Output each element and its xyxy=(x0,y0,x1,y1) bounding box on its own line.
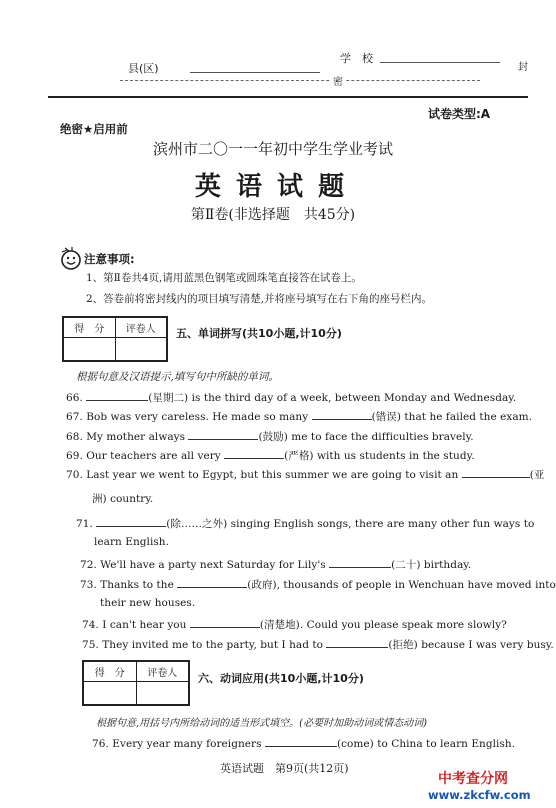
answer-blank[interactable] xyxy=(329,556,391,568)
q-text: their new houses. xyxy=(100,597,196,609)
q-number: 70. xyxy=(66,469,83,481)
notice-item-2: 2、答卷前将密封线内的项目填写清楚,并将座号填写在右下角的座号栏内。 xyxy=(86,293,433,305)
q-hint: (亚 xyxy=(529,469,545,481)
answer-blank[interactable] xyxy=(96,515,166,527)
answer-blank[interactable] xyxy=(177,576,247,588)
question-67 xyxy=(66,408,532,424)
question-70 xyxy=(66,466,544,482)
question-73 xyxy=(80,576,556,592)
grader-cell[interactable] xyxy=(115,338,167,361)
school-blank xyxy=(380,62,500,63)
question-68 xyxy=(66,428,474,444)
school-label: 学 校 xyxy=(340,52,373,65)
q-text: , thousands of people in Wenchuan have moved into xyxy=(276,579,556,591)
section5-title: 五、单词拼写(共10小题,计10分) xyxy=(176,327,342,340)
question-70-cont xyxy=(92,491,153,506)
question-71-cont xyxy=(94,536,169,548)
notice-item-1: 1、第Ⅱ卷共4页,请用蓝黑色钢笔或圆珠笔直接答在试卷上。 xyxy=(86,272,362,284)
q-text: I can't hear you xyxy=(102,619,190,631)
q-text: Bob was very careless. He made so many xyxy=(86,411,312,423)
county-blank xyxy=(190,72,320,73)
seal-char: 密 xyxy=(331,73,345,88)
score-header: 得 分 xyxy=(64,318,116,338)
answer-blank[interactable] xyxy=(188,428,258,440)
q-text: me to face the difficulties bravely. xyxy=(287,431,474,443)
seal-dashed-line xyxy=(120,80,480,81)
q-number: 68. xyxy=(66,431,83,443)
volume-title: 第Ⅱ卷(非选择题 共45分) xyxy=(190,207,356,223)
exam-name: 滨州市二〇一一年初中学生学业考试 xyxy=(152,140,393,158)
watermark-url: www.zkcfw.com xyxy=(428,788,531,802)
q-number: 67. xyxy=(66,411,83,423)
q-number: 73. xyxy=(80,579,97,591)
margin-char: 封 xyxy=(518,62,528,73)
score-cell[interactable] xyxy=(64,338,116,361)
score-box-1 xyxy=(62,316,168,362)
paper-type: 试卷类型:A xyxy=(428,107,491,121)
q-hint: (除……之外) xyxy=(166,518,228,530)
q-text: Thanks to the xyxy=(100,579,178,591)
county-label: 县(区) xyxy=(128,62,159,75)
answer-blank[interactable] xyxy=(462,466,530,478)
q-number: 69. xyxy=(66,450,83,462)
score-header: 得 分 xyxy=(84,662,137,682)
notice-icon xyxy=(58,247,84,271)
grader-header: 评卷人 xyxy=(115,318,167,338)
notice-title: 注意事项: xyxy=(84,252,135,266)
grader-header: 评卷人 xyxy=(136,662,189,682)
section5-instruction: 根据句意及汉语提示,填写句中所缺的单词。 xyxy=(76,371,279,383)
q-text: Last year we went to Egypt, but this summer we are going to visit an xyxy=(86,469,462,481)
q-number: 71. xyxy=(76,518,93,530)
q-text: is the third day of a week, between Monday and Wednesday. xyxy=(188,392,517,404)
secret-label: 绝密★启用前 xyxy=(60,122,128,136)
question-75 xyxy=(82,636,554,652)
section6-title: 六、动词应用(共10小题,计10分) xyxy=(198,672,364,685)
q-text: birthday. xyxy=(420,559,472,571)
q-hint: (星期二) xyxy=(148,392,189,404)
q-text: to China to learn English. xyxy=(373,738,516,750)
question-66 xyxy=(66,389,516,405)
answer-blank[interactable] xyxy=(312,408,372,420)
q-text: with us students in the study. xyxy=(313,450,475,462)
subject-title: 英 语 试 题 xyxy=(194,172,348,202)
answer-blank[interactable] xyxy=(326,636,388,648)
q-text: learn English. xyxy=(94,536,170,548)
answer-blank[interactable] xyxy=(265,735,337,747)
q-number: 66. xyxy=(66,392,83,404)
q-hint: (二十) xyxy=(391,559,421,571)
q-hint: (清楚地) xyxy=(259,619,300,631)
q-hint: (鼓励) xyxy=(258,431,288,443)
q-text: 洲) country. xyxy=(92,493,154,505)
watermark-title: 中考查分网 xyxy=(438,771,508,787)
score-box-2 xyxy=(82,660,190,706)
question-71 xyxy=(76,515,534,531)
q-text: Our teachers are all very xyxy=(86,450,225,462)
q-text: We'll have a party next Saturday for Lily's xyxy=(100,559,330,571)
q-hint: (严格) xyxy=(284,450,314,462)
q-hint: (错误) xyxy=(371,411,402,423)
answer-blank[interactable] xyxy=(190,616,260,628)
q-text: My mother always xyxy=(86,431,189,443)
seal-solid-line xyxy=(48,96,528,98)
q-hint: (come) xyxy=(336,738,374,750)
q-text: . Could you please speak more slowly? xyxy=(299,619,507,631)
q-number: 74. xyxy=(82,619,99,631)
q-hint: (政府) xyxy=(247,579,277,591)
question-69 xyxy=(66,447,475,463)
q-number: 76. xyxy=(92,738,109,750)
section6-instruction: 根据句意,用括号内所给动词的适当形式填空。(必要时加助动词或情态动词) xyxy=(96,718,427,729)
grader-cell[interactable] xyxy=(136,682,189,705)
answer-blank[interactable] xyxy=(224,447,284,459)
q-number: 72. xyxy=(80,559,97,571)
q-text: Every year many foreigners xyxy=(112,738,265,750)
question-76 xyxy=(92,735,515,750)
q-text: singing English songs, there are many other fun ways to xyxy=(227,518,535,530)
q-number: 75. xyxy=(82,639,99,651)
answer-blank[interactable] xyxy=(86,389,148,401)
question-74 xyxy=(82,616,507,632)
q-text: that he failed the exam. xyxy=(401,411,533,423)
score-cell[interactable] xyxy=(84,682,137,705)
q-hint: (拒绝) xyxy=(388,639,418,651)
q-text: because I was very busy. xyxy=(417,639,554,651)
q-text: They invited me to the party, but I had to xyxy=(102,639,327,651)
page-footer: 英语试题 第9页(共12页) xyxy=(220,762,349,775)
question-73-cont xyxy=(100,597,195,609)
question-72 xyxy=(80,556,471,572)
